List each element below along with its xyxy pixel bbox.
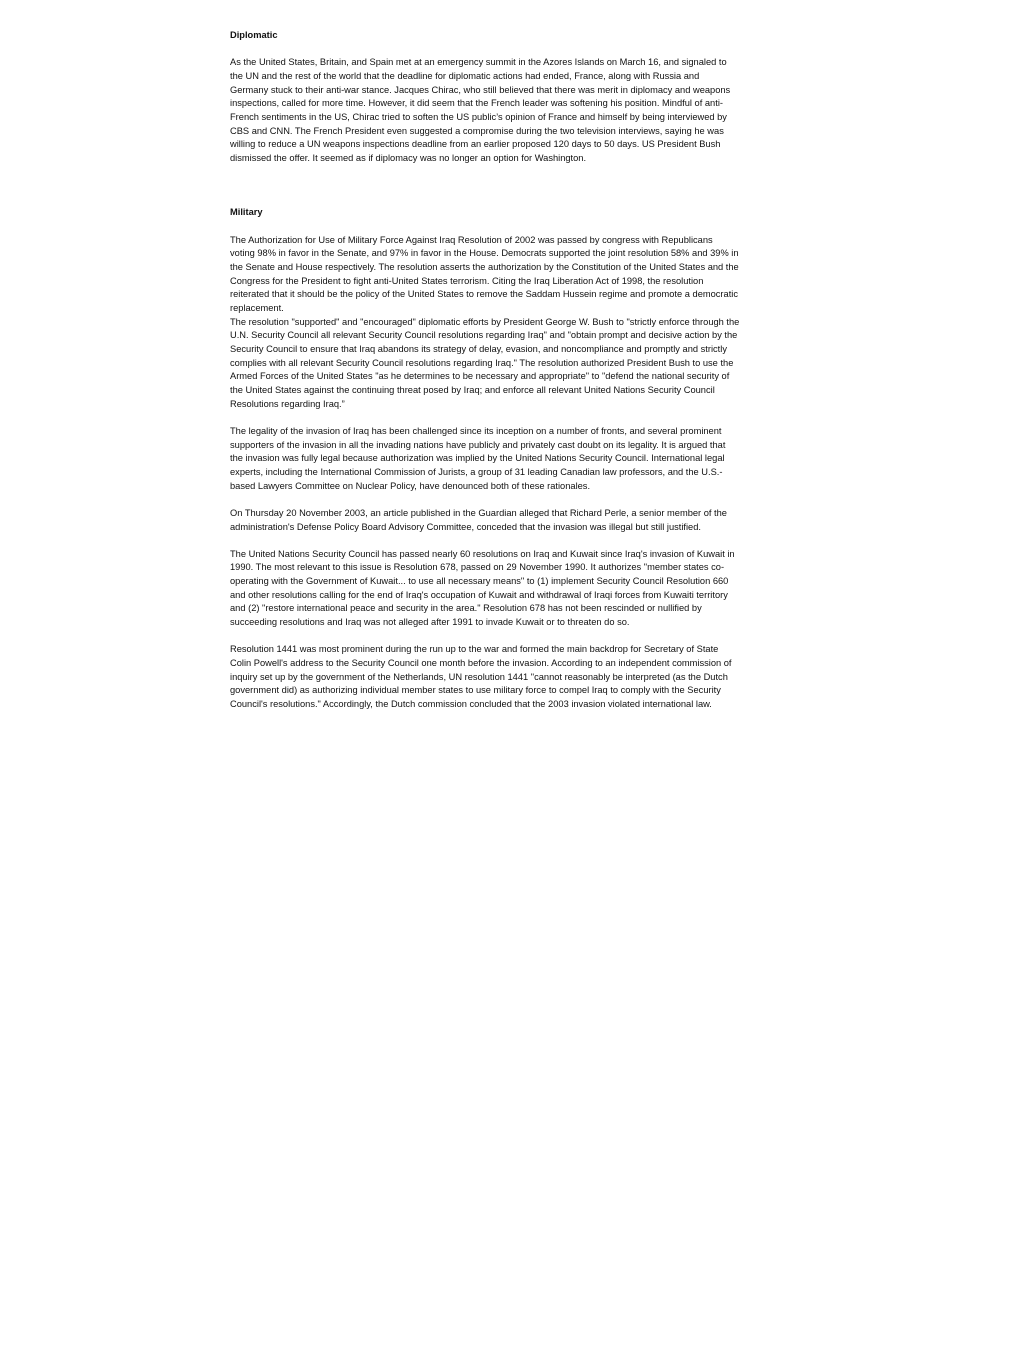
spacer bbox=[230, 220, 740, 234]
document-page bbox=[230, 29, 740, 712]
paragraph-military-1: The Authorization for Use of Military Force Against Iraq Resolution of 2002 was passed by congress with Republicans voting 98% in favor in the Senate, and 97% in favor in the House. Democrats supported the joint resolution 58% and 39% in the Senate and House respectively. The resolution asserts the authorization by the Constitution of the United States and the Congress for the President to fight anti-United States terrorism. Citing the Iraq Liberation Act of 1998, the resolution reiterated that it should be the policy of the United States to remove the Saddam Hussein regime and promote a democratic replacement. bbox=[230, 234, 739, 314]
paragraph-diplomatic-1: As the United States, Britain, and Spain met at an emergency summit in the Azores Islands on March 16, and signaled to the UN and the rest of the world that the deadline for diplomatic actions had ended, France, along with Russia and Germany stuck to their anti-war stance. Jacques Chirac, who still believed that there was merit in diplomacy and weapons inspections, called for more time. However, it did seem that the French leader was softening his position. Mindful of anti-French sentiments in the US, Chirac tried to soften the US public’s opinion of France and himself by being interviewed by CBS and CNN. The French President even suggested a compromise during the two television interviews, saying he was willing to reduce a UN weapons inspections deadline from an earlier proposed 120 days to 50 days. US President Bush dismissed the offer. It seemed as if diplomacy was no longer an option for Washington. bbox=[230, 57, 731, 163]
spacer bbox=[230, 411, 740, 425]
spacer bbox=[230, 493, 740, 507]
paragraph-military-3: The legality of the invasion of Iraq has been challenged since its inception on a number of fronts, and several prominent supporters of the invasion in all the invading nations have publicly and privately cast doubt on its legality. It is argued that the invasion was fully legal because authorization was implied by the United Nations Security Council. International legal experts, including the International Commission of Jurists, a group of 31 leading Canadian law professors, and the U.S.-based Lawyers Committee on Nuclear Policy, have denounced both of these rationales. bbox=[230, 425, 726, 491]
spacer bbox=[230, 630, 740, 644]
paragraph-military-2: The resolution "supported" and "encouraged" diplomatic efforts by President George W. Bush to "strictly enforce through the U.N. Security Council all relevant Security Council resolutions regarding Iraq" and "obtain prompt and decisive action by the Security Council to ensure that Iraq abandons its strategy of delay, evasion, and noncompliance and promptly and strictly complies with all relevant Security Council resolutions regarding Iraq." The resolution authorized President Bush to use the Armed Forces of the United States "as he determines to be necessary and appropriate" to "defend the national security of the United States against the continuing threat posed by Iraq; and enforce all relevant United Nations Security Council Resolutions regarding Iraq.” bbox=[230, 316, 740, 409]
section-heading-diplomatic: Diplomatic bbox=[230, 30, 278, 40]
spacer bbox=[230, 534, 740, 548]
paragraph-military-5: The United Nations Security Council has passed nearly 60 resolutions on Iraq and Kuwait since Iraq's invasion of Kuwait in 1990. The most relevant to this issue is Resolution 678, passed on 29 November 1990. It authorizes "member states co-operating with the Government of Kuwait... to use all necessary means" to (1) implement Security Council Resolution 660 and other resolutions calling for the end of Iraq's occupation of Kuwait and withdrawal of Iraqi forces from Kuwaiti territory and (2) "restore international peace and security in the area." Resolution 678 has not been rescinded or nullified by succeeding resolutions and Iraq was not alleged after 1991 to invade Kuwait or to threaten do so. bbox=[230, 548, 735, 628]
paragraph-military-4: On Thursday 20 November 2003, an article published in the Guardian alleged that Richard Perle, a senior member of the administration's Defense Policy Board Advisory Committee, conceded that the invasion was illegal but still justified. bbox=[230, 507, 727, 532]
section-heading-military: Military bbox=[230, 207, 263, 218]
spacer bbox=[230, 166, 740, 193]
spacer bbox=[230, 43, 740, 57]
paragraph-military-6: Resolution 1441 was most prominent during the run up to the war and formed the main backdrop for Secretary of State Colin Powell's address to the Security Council one month before the invasion. According to an independent commission of inquiry set up by the government of the Netherlands, UN resolution 1441 "cannot reasonably be interpreted (as the Dutch government did) as authorizing individual member states to use military force to compel Iraq to comply with the Security Council's resolutions." Accordingly, the Dutch commission concluded that the 2003 invasion violated international law. bbox=[230, 644, 732, 710]
spacer bbox=[230, 193, 740, 207]
